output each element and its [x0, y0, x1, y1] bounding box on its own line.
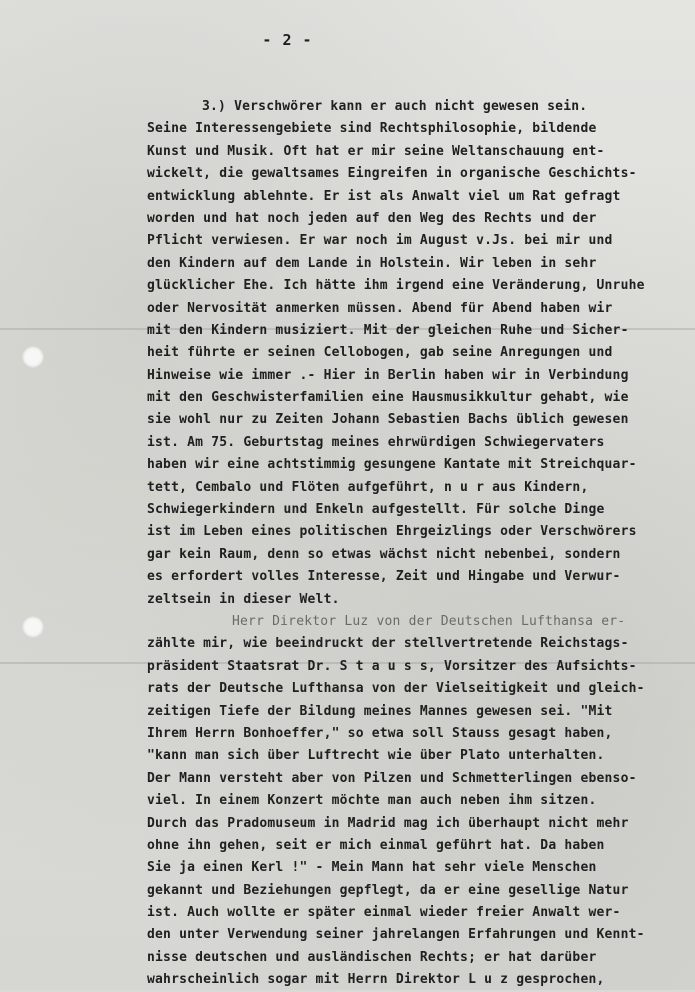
text-line: zeltsein in dieser Welt. [147, 591, 340, 607]
text-line: tett, Cembalo und Flöten aufgeführt, n u r aus Kindern, [147, 479, 589, 495]
text-line: haben wir eine achtstimmig gesungene Kantate mit Streichquar- [147, 457, 637, 473]
text-line: Ihrem Herrn Bonhoeffer," so etwa soll Stauss gesagt haben, [147, 725, 613, 741]
text-line: zeitigen Tiefe der Bildung meines Mannes gewesen sei. "Mit [147, 703, 613, 719]
text-line: oder Nervosität anmerken müssen. Abend für Abend haben wir [147, 300, 613, 316]
text-line: glücklicher Ehe. Ich hätte ihm irgend eine Veränderung, Unruhe [147, 278, 645, 294]
text-line: zählte mir, wie beeindruckt der stellvertretende Reichstags- [147, 636, 629, 652]
text-line: ist. Auch wollte er später einmal wieder freier Anwalt wer- [147, 905, 621, 921]
text-line: 3.) Verschwörer kann er auch nicht gewesen sein. [202, 99, 588, 114]
text-line: sie wohl nur zu Zeiten Johann Sebastien Bachs üblich gewesen [147, 412, 629, 428]
text-line: worden und hat noch jeden auf den Weg des Rechts und der [147, 210, 597, 226]
page-number: - 2 - [262, 31, 313, 49]
punch-hole [22, 346, 44, 368]
text-line: Pflicht verwiesen. Er war noch im August v.Js. bei mir und [147, 233, 613, 249]
text-line: Der Mann versteht aber von Pilzen und Schmetterlingen ebenso- [147, 770, 637, 786]
text-line: den unter Verwendung seiner jahrelangen Erfahrungen und Kennt- [147, 927, 645, 943]
text-line: gekannt und Beziehungen gepflegt, da er eine gesellige Natur [147, 882, 629, 898]
punch-hole [22, 616, 44, 638]
text-line: "kann man sich über Luftrecht wie über Plato unterhalten. [147, 748, 605, 764]
text-line: Schwiegerkindern und Enkeln aufgestellt. Für solche Dinge [147, 502, 605, 518]
text-line: rats der Deutsche Lufthansa von der Vielseitigkeit und gleich- [147, 681, 645, 697]
text-line: Herr Direktor Luz von der Deutschen Lufthansa er- [232, 613, 626, 629]
text-line: es erfordert volles Interesse, Zeit und Hingabe und Verwur- [147, 569, 621, 585]
text-line: entwicklung ablehnte. Er ist als Anwalt viel um Rat gefragt [147, 188, 621, 204]
text-line: ist. Am 75. Geburtstag meines ehrwürdigen Schwiegervaters [147, 434, 605, 450]
text-line: den Kindern auf dem Lande in Holstein. Wir leben in sehr [147, 255, 597, 271]
text-line: ohne ihn gehen, seit er mich einmal geführt hat. Da haben [147, 837, 605, 853]
text-line: nisse deutschen und ausländischen Rechts; er hat darüber [147, 949, 597, 965]
text-line: mit den Kindern musiziert. Mit der gleichen Ruhe und Sicher- [147, 322, 629, 338]
text-line: Sie ja einen Kerl !" - Mein Mann hat sehr viele Menschen [147, 860, 597, 876]
text-line: gar kein Raum, denn so etwas wächst nicht nebenbei, sondern [147, 546, 621, 562]
text-line: Seine Interessengebiete sind Rechtsphilosophie, bildende [147, 121, 597, 137]
text-line: wickelt, die gewaltsames Eingreifen in organische Geschichts- [147, 166, 637, 182]
text-line: Durch das Pradomuseum in Madrid mag ich überhaupt nicht mehr [147, 815, 629, 831]
text-line: präsident Staatsrat Dr. S t a u s s, Vorsitzer des Aufsichts- [147, 658, 637, 674]
text-line: Kunst und Musik. Oft hat er mir seine Weltanschauung ent- [147, 143, 605, 159]
typed-text-body [147, 96, 687, 992]
text-line: wahrscheinlich sogar mit Herrn Direktor L u z gesprochen, [147, 972, 605, 988]
text-line: heit führte er seinen Cellobogen, gab seine Anregungen und [147, 345, 613, 361]
text-line: viel. In einem Konzert möchte man auch neben ihm sitzen. [147, 793, 597, 809]
text-line: mit den Geschwisterfamilien eine Hausmusikkultur gehabt, wie [147, 390, 629, 406]
text-line: ist im Leben eines politischen Ehrgeizlings oder Verschwörers [147, 524, 637, 540]
text-line: Hinweise wie immer .- Hier in Berlin haben wir in Verbindung [147, 367, 629, 383]
